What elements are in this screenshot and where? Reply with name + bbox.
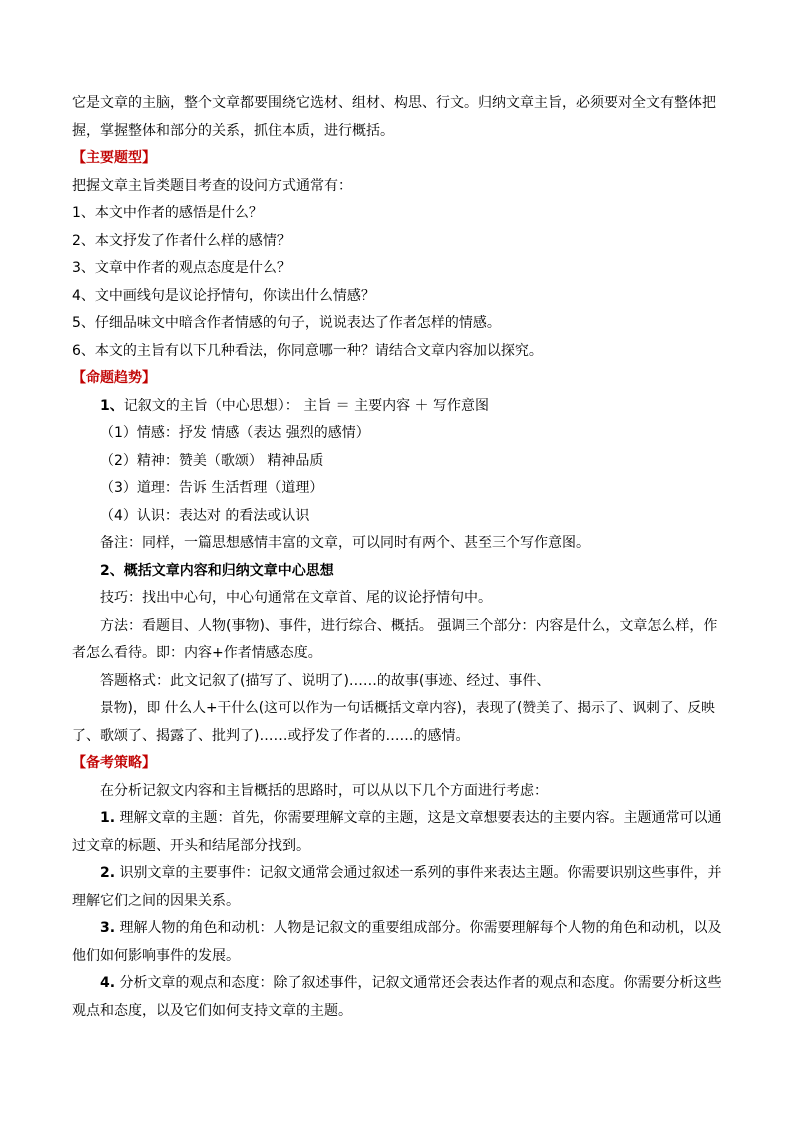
trend-point: （2）精神：赞美（歌颂） 精神品质 [100, 452, 324, 469]
section-heading-trends: 【命题趋势】 [72, 370, 156, 386]
trend-subheading-2 [72, 558, 724, 586]
question-types-lead: 把握文章主旨类题目考查的设问方式通常有： [72, 177, 352, 194]
trend-point: （4）认识：表达对 的看法或认识 [100, 507, 310, 524]
strategy-item-text: 识别文章的主要事件：记叙文通常会通过叙述一系列的事件来表达主题。你需要识别这些事件，并 [115, 865, 722, 881]
strategy-item-number: 4. [100, 975, 116, 991]
strategy-item-line-1 [72, 860, 724, 888]
trend-format-line-3: 了、歌颂了、揭露了、批判了)……或抒发了作者的……的感情。 [72, 727, 470, 744]
trend-subheading-1-number: 1、 [100, 397, 124, 414]
trend-subheading-2-number: 2、 [100, 562, 124, 579]
section-heading-strategy: 【备考策略】 [72, 755, 156, 771]
intro-line-1: 它是文章的主脑，整个文章都要围绕它选材、组材、构思、行文。归纳文章主旨，必须要对全文有整体把 [72, 95, 716, 111]
question-type-item: 2、本文抒发了作者什么样的感情？ [72, 232, 291, 249]
question-type-item: 6、本文的主旨有以下几种看法，你同意哪一种？请结合文章内容加以探究。 [72, 342, 543, 359]
strategy-item-number: 2. [100, 865, 116, 881]
trend-subheading-2-text: 概括文章内容和归纳文章中心思想 [123, 562, 334, 579]
strategy-item-number: 1. [100, 810, 116, 826]
strategy-item-line-2: 理解它们之间的因果关系。 [72, 892, 240, 909]
strategy-lead: 在分析记叙文内容和主旨概括的思路时，可以从以下几个方面进行考虑： [100, 782, 548, 799]
trend-subheading-1-text: 记叙文的主旨（中心思想）： 主旨 ＝ 主要内容 ＋ 写作意图 [123, 397, 489, 414]
question-type-item: 3、文章中作者的观点态度是什么？ [72, 260, 291, 276]
strategy-item-line-2: 过文章的标题、开头和结尾部分找到。 [72, 837, 310, 854]
strategy-item-line-2: 观点和态度，以及它们如何支持文章的主题。 [72, 1002, 352, 1019]
strategy-item-text: 理解人物的角色和动机：人物是记叙文的重要组成部分。你需要理解每个人物的角色和动机，以及 [115, 920, 722, 936]
intro-line-2: 握，掌握整体和部分的关系，抓住本质，进行概括。 [72, 122, 394, 139]
trend-method-line-2: 者怎么看待。即：内容+作者情感态度。 [72, 645, 322, 661]
trend-point: （1）情感：抒发 情感（表达 强烈的感情） [100, 425, 370, 441]
strategy-item-line-1 [72, 915, 724, 943]
trend-format-line-2: 景物)，即 什么人+干什么(这可以作为一句话概括文章内容)，表现了(赞美了、揭示了、讽刺了、反映 [100, 700, 715, 716]
trend-subheading-1 [72, 393, 724, 421]
strategy-item-text: 理解文章的主题：首先，你需要理解文章的主题，这是文章想要表达的主要内容。主题通常可以通 [115, 810, 722, 826]
strategy-item-text: 分析文章的观点和态度：除了叙述事件，记叙文通常还会表达作者的观点和态度。你需要分析这些 [115, 975, 722, 991]
strategy-item-line-2: 他们如何影响事件的发展。 [72, 947, 240, 964]
question-type-item: 1、本文中作者的感悟是什么？ [72, 205, 263, 221]
strategy-item-line-1 [72, 970, 724, 998]
trend-note: 备注：同样，一篇思想感情丰富的文章，可以同时有两个、甚至三个写作意图。 [100, 535, 590, 551]
trend-skill: 技巧：找出中心句，中心句通常在文章首、尾的议论抒情句中。 [100, 590, 492, 606]
trend-method-line-1: 方法：看题目、人物(事物)、事件，进行综合、概括。 强调三个部分：内容是什么，文章怎么样，作 [100, 617, 718, 634]
document-page [72, 90, 724, 1025]
question-type-item: 4、文中画线句是议论抒情句，你读出什么情感？ [72, 287, 375, 304]
trend-point: （3）道理：告诉 生活哲理（道理） [100, 480, 324, 496]
strategy-item-number: 3. [100, 920, 116, 936]
strategy-item-line-1 [72, 805, 724, 833]
question-type-item: 5、仔细品味文中暗含作者情感的句子，说说表达了作者怎样的情感。 [72, 315, 501, 331]
trend-format-line-1: 答题格式：此文记叙了(描写了、说明了)……的故事(事迹、经过、事件、 [100, 672, 551, 689]
section-heading-question-types: 【主要题型】 [72, 150, 156, 166]
